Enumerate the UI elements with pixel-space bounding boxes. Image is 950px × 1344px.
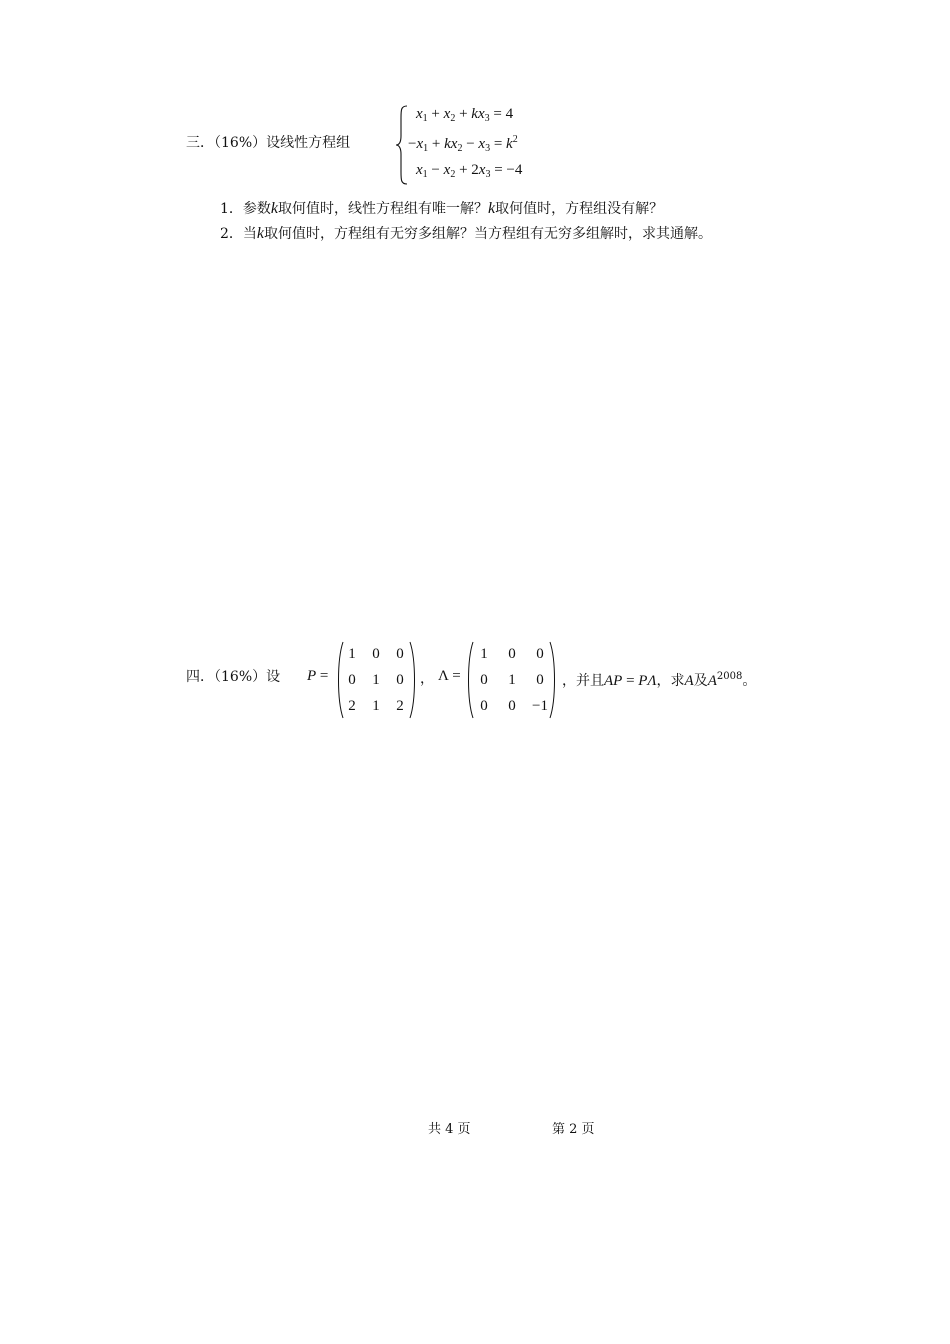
matrix-lambda-cell: 1 xyxy=(508,672,516,688)
matrix-p-cell: 0 xyxy=(372,646,380,662)
matrix-lambda-cell: −1 xyxy=(532,698,548,714)
matrix-p-cell: 2 xyxy=(396,698,404,714)
footer-current-page: 第 2 页 xyxy=(552,1122,595,1137)
matrix-lambda-cell: 0 xyxy=(536,646,544,662)
matrix-p-cell: 0 xyxy=(348,672,356,688)
matrix-lambda-cell: 0 xyxy=(480,698,488,714)
matrix-p-cell: 1 xyxy=(348,646,356,662)
matrix-lambda-cell: 0 xyxy=(536,672,544,688)
matrix-p-cell: 0 xyxy=(396,672,404,688)
matrix-lambda-cell: 1 xyxy=(480,646,488,662)
matrix-lambda-cell: 0 xyxy=(508,646,516,662)
matrix-lambda-cell: 0 xyxy=(480,672,488,688)
comma: ， xyxy=(420,671,434,687)
q4-prefix: 四．（16%）设 xyxy=(186,669,281,685)
equation-3: $x_1 - x_2 + 2x_3 = -4$ xyxy=(416,162,523,180)
matrix-p-cell: 0 xyxy=(396,646,404,662)
matrix-lambda-cell: 0 xyxy=(508,698,516,714)
matrix-p-cell: 2 xyxy=(348,698,356,714)
footer-total-pages: 共 4 页 xyxy=(428,1122,471,1137)
p-label: P = xyxy=(307,668,329,684)
q3-item-2: 2．当k取何值时，方程组有无穷多组解？当方程组有无穷多组解时，求其通解。 xyxy=(220,225,713,242)
matrix-p-cell: 1 xyxy=(372,698,380,714)
equation-2: $-x_1 + kx_2 - x_3 = k^2$ xyxy=(408,134,518,154)
equation-1: $x_1 + x_2 + kx_3 = 4$ xyxy=(416,106,514,124)
q3-item-1: 1．参数k取何值时，线性方程组有唯一解？k取何值时，方程组没有解？ xyxy=(220,200,664,217)
matrix-p xyxy=(340,641,412,719)
matrix-lambda-right-paren xyxy=(548,640,558,720)
matrix-p-right-paren xyxy=(408,640,418,720)
matrix-p-cell: 1 xyxy=(372,672,380,688)
q4-relation: ，并且AP = PΛ，求A及$A^{2008}$。 xyxy=(562,671,757,689)
lambda-label: Λ = xyxy=(438,668,461,684)
q3-prefix: 三．（16%）设线性方程组 xyxy=(186,135,351,151)
matrix-lambda xyxy=(470,641,554,719)
